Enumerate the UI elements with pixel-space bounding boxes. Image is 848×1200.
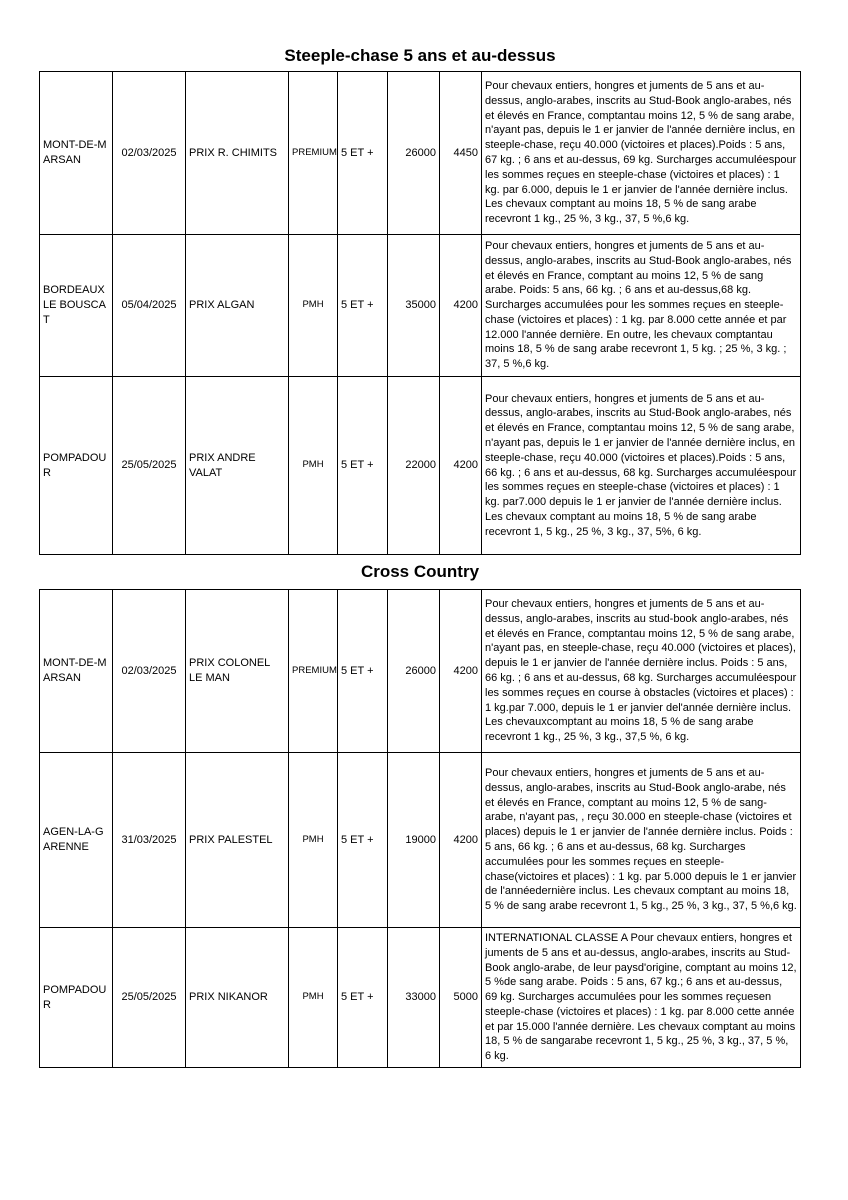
category-cell: PREMIUM	[289, 590, 338, 753]
race-name-cell: PRIX ANDRE VALAT	[186, 377, 289, 555]
table-row	[40, 590, 801, 753]
conditions-cell: Pour chevaux entiers, hongres et juments de 5 ans et au-dessus, anglo-arabes, inscrits au Stud-Book anglo-arabes, nés et élevés en France, comptant au moins 12, 5 % de sang arabe. Poids: 5 ans, 66 kg. ; 6 ans et au-dessus,68 kg. Surcharges accumulées pour les sommes reçues en steeple-chase (victoires et places) : 1 kg. par 8.000 cette année et par 12.000 l'année dernière. En outre, les chevaux comptantau moins 18, 5 % de sang arabe recevront 1, 5 kg. ; 25 %, 3 kg. ; 37, 5 %,6 kg.	[482, 235, 801, 377]
date-cell: 25/05/2025	[113, 377, 186, 555]
distance-cell: 5000	[440, 928, 482, 1068]
prize-cell: 22000	[388, 377, 440, 555]
category-cell: PMH	[289, 753, 338, 928]
hippodrome-cell: BORDEAUX LE BOUSCAT	[40, 235, 113, 377]
age-cell: 5 ET +	[338, 235, 388, 377]
table-row	[40, 753, 801, 928]
conditions-cell: Pour chevaux entiers, hongres et juments de 5 ans et au-dessus, anglo-arabes, inscrits au Stud-Book anglo-arabes, nés et élevés en France, comptantau moins 12, 5 % de sang arabe, n'ayant pas, depuis le 1 er janvier de l'année dernière inclus, en steeple-chase, reçu 40.000 (victoires et places).Poids : 5 ans, 67 kg. ; 6 ans et au-dessus, 69 kg. Surcharges accumuléespour les sommes reçues en steeple-chase (victoires et places) : 1 kg. par 6.000, depuis le 1 er janvier de l'année dernière inclus. Les chevaux comptant au moins 18, 5 % de sang arabe recevront 1 kg., 25 %, 3 kg., 37, 5 %,6 kg.	[482, 72, 801, 235]
distance-cell: 4200	[440, 377, 482, 555]
race-name-cell: PRIX R. CHIMITS	[186, 72, 289, 235]
section-title-cross-country: Cross Country	[360, 562, 480, 581]
distance-cell: 4450	[440, 72, 482, 235]
table-row	[40, 377, 801, 555]
table-row	[40, 928, 801, 1068]
prize-cell: 33000	[388, 928, 440, 1068]
prize-cell: 19000	[388, 753, 440, 928]
age-cell: 5 ET +	[338, 928, 388, 1068]
section-title-steeple-chase: Steeple-chase 5 ans et au-dessus	[284, 46, 556, 65]
date-cell: 31/03/2025	[113, 753, 186, 928]
conditions-cell: Pour chevaux entiers, hongres et juments de 5 ans et au-dessus, anglo-arabes, inscrits au Stud-Book anglo-arabes, nés et élevés en France, comptantau moins 12, 5 % de sang arabe, n'ayant pas, depuis le 1 er janvier de l'année dernière inclus, en steeple-chase, reçu 40.000 (victoires et places).Poids : 5 ans, 66 kg. ; 6 ans et au-dessus, 68 kg. Surcharges accumuléespour les sommes reçues en steeple-chase (victoires et places) : 1 kg. par7.000 depuis le 1 er janvier de l'année dernière inclus. Les chevaux comptant au moins 18, 5 % de sang arabe recevront 1, 5 kg., 25 %, 3 kg., 37, 5%, 6 kg.	[482, 377, 801, 555]
race-name-cell: PRIX COLONEL LE MAN	[186, 590, 289, 753]
date-cell: 02/03/2025	[113, 590, 186, 753]
age-cell: 5 ET +	[338, 590, 388, 753]
category-cell: PMH	[289, 235, 338, 377]
distance-cell: 4200	[440, 753, 482, 928]
hippodrome-cell: MONT-DE-MARSAN	[40, 590, 113, 753]
distance-cell: 4200	[440, 235, 482, 377]
race-name-cell: PRIX PALESTEL	[186, 753, 289, 928]
category-cell: PREMIUM	[289, 72, 338, 235]
prize-cell: 35000	[388, 235, 440, 377]
prize-cell: 26000	[388, 72, 440, 235]
race-name-cell: PRIX NIKANOR	[186, 928, 289, 1068]
hippodrome-cell: POMPADOUR	[40, 377, 113, 555]
date-cell: 05/04/2025	[113, 235, 186, 377]
steeple-chase-table	[39, 71, 801, 555]
table-row	[40, 235, 801, 377]
category-cell: PMH	[289, 928, 338, 1068]
table-row	[40, 72, 801, 235]
hippodrome-cell: AGEN-LA-GARENNE	[40, 753, 113, 928]
hippodrome-cell: MONT-DE-MARSAN	[40, 72, 113, 235]
conditions-cell: Pour chevaux entiers, hongres et juments de 5 ans et au-dessus, anglo-arabes, inscrits au stud-book anglo-arabes, nés et élevés en France, comptantau moins 12, 5 % de sang arabe, n'ayant pas, en steeple-chase, reçu 40.000 (victoires et places), depuis le 1 er janvier de l'année dernière inclus. Poids : 5 ans, 66 kg. ; 6 ans et au-dessus, 68 kg. Surcharges accumuléespour les sommes reçues en course à obstacles (victoires et places) : 1 kg.par 7.000, depuis le 1 er janvier del'année dernière inclus. Les chevauxcomptant au moins 18, 5 % de sang arabe recevront 1 kg., 25 %, 3 kg., 37,5 %, 6 kg.	[482, 590, 801, 753]
date-cell: 25/05/2025	[113, 928, 186, 1068]
date-cell: 02/03/2025	[113, 72, 186, 235]
distance-cell: 4200	[440, 590, 482, 753]
category-cell: PMH	[289, 377, 338, 555]
age-cell: 5 ET +	[338, 72, 388, 235]
prize-cell: 26000	[388, 590, 440, 753]
age-cell: 5 ET +	[338, 753, 388, 928]
age-cell: 5 ET +	[338, 377, 388, 555]
cross-country-table	[39, 589, 801, 1068]
conditions-cell: INTERNATIONAL CLASSE A Pour chevaux entiers, hongres et juments de 5 ans et au-dessus, anglo-arabes, inscrits au Stud-Book anglo-arabe, de leur paysd'origine, comptant au moins 12, 5 %de sang arabe. Poids : 5 ans, 67 kg.; 6 ans et au-dessus, 69 kg. Surcharges accumulées pour les sommes reçuesen steeple-chase (victoires et places) : 1 kg. par 8.000 cette année et par 15.000 l'année dernière. Les chevaux comptant au moins 18, 5 % de sangarabe recevront 1, 5 kg., 25 %, 3 kg., 37, 5 %, 6 kg.	[482, 928, 801, 1068]
race-name-cell: PRIX ALGAN	[186, 235, 289, 377]
hippodrome-cell: POMPADOUR	[40, 928, 113, 1068]
conditions-cell: Pour chevaux entiers, hongres et juments de 5 ans et au-dessus, anglo-arabes, inscrits au Stud-Book anglo-arabe, nés et élevés en France, comptant au moins 12, 5 % de sang-arabe, n'ayant pas, , reçu 30.000 en steeple-chase (victoires et places) depuis le 1 er janvier de l'année dernière inclus. Poids : 5 ans, 66 kg. ; 6 ans et au-dessus, 68 kg. Surcharges accumulées pour les sommes reçues en steeple-chase(victoires et places) : 1 kg. par 5.000 depuis le 1 er janvier de l'annéedernière inclus. Les chevaux comptant au moins 18, 5 % de sang arabe recevront 1, 5 kg., 25 %, 3 kg., 37, 5 %,6 kg.	[482, 753, 801, 928]
